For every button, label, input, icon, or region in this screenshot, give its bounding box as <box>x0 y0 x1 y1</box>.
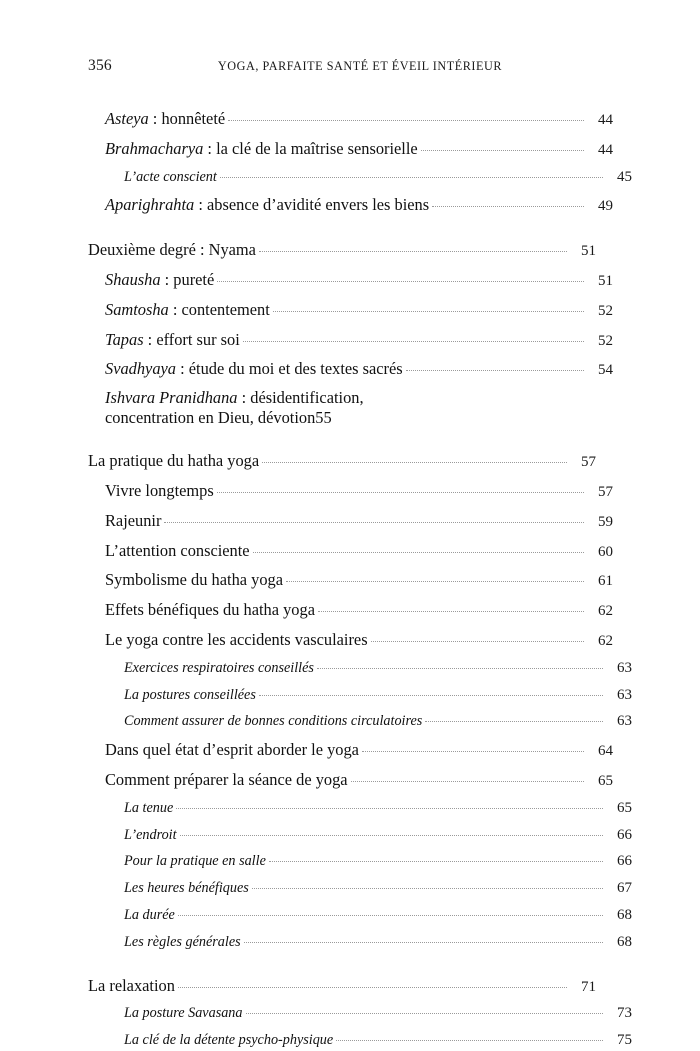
toc-entry-title: : effort sur soi <box>143 329 240 349</box>
dot-leader <box>262 461 567 463</box>
toc-entry-title-italic: Brahmacharya <box>105 138 204 158</box>
toc-entry-title: Effets bénéfiques du hatha yoga <box>105 600 315 620</box>
section-gap <box>88 953 596 975</box>
toc-entry-title: Symbolisme du hatha yoga <box>105 570 284 590</box>
toc-entry-label <box>124 168 217 187</box>
toc-entry-title: : désidentification, <box>237 388 364 408</box>
toc-entry[interactable] <box>124 826 632 846</box>
toc-entry-title-italic: Ishvara Pranidhana <box>105 388 238 408</box>
toc-entry-label <box>105 388 364 408</box>
toc-entry-title: Rajeunir <box>105 510 162 530</box>
toc-entry[interactable] <box>88 975 596 998</box>
toc-group <box>88 108 632 217</box>
toc-entry-label <box>105 480 214 502</box>
dot-leader <box>425 720 603 722</box>
toc-entry-label <box>105 108 225 130</box>
toc-entry-label <box>88 975 175 997</box>
toc-entry-label <box>105 299 270 321</box>
dot-leader <box>259 694 603 696</box>
dot-leader <box>252 887 603 889</box>
toc-entry-title: Vivre longtemps <box>105 480 214 500</box>
toc-group <box>88 450 632 952</box>
table-of-contents <box>88 108 632 1051</box>
toc-entry-title-italic: Aparighrahta <box>105 195 195 215</box>
toc-entry-title: Dans quel état d’esprit aborder le yoga <box>105 740 359 760</box>
toc-entry-page: 65 <box>617 799 632 816</box>
toc-entry-label <box>105 138 418 160</box>
toc-entry-label <box>105 358 403 380</box>
dot-leader <box>164 521 584 523</box>
dot-leader <box>362 750 584 752</box>
toc-entry-page: 65 <box>598 772 613 789</box>
toc-entry-page: 51 <box>581 243 596 260</box>
toc-entry-page: 51 <box>598 272 613 289</box>
dot-leader <box>269 860 603 862</box>
dot-leader <box>317 667 603 669</box>
toc-entry-title: Le yoga contre les accidents vasculaires <box>105 629 368 649</box>
toc-entry-title-italic: Asteya <box>105 109 149 128</box>
dot-leader <box>244 941 603 943</box>
dot-leader <box>259 250 567 252</box>
toc-entry-label <box>105 629 368 651</box>
toc-entry-label <box>105 569 283 591</box>
dot-leader <box>176 807 603 809</box>
toc-entry-label <box>105 194 429 216</box>
toc-entry-title-italic: La posture Savasana <box>124 1005 243 1022</box>
toc-entry-label <box>124 933 241 952</box>
toc-entry-label <box>124 826 177 845</box>
section-gap <box>88 428 596 450</box>
toc-entry[interactable] <box>124 799 632 819</box>
toc-entry-title-italic: Les règles générales <box>124 933 241 950</box>
toc-entry-label <box>88 239 256 261</box>
toc-entry-page: 52 <box>598 332 613 349</box>
toc-entry-page: 68 <box>617 933 632 950</box>
toc-entry-title-italic: Les heures bénéfiques <box>124 880 249 897</box>
toc-entry-page: 63 <box>617 686 632 703</box>
section-gap <box>88 217 596 239</box>
toc-entry[interactable] <box>105 388 613 428</box>
dot-leader <box>220 176 603 178</box>
dot-leader <box>246 1012 604 1014</box>
toc-entry[interactable] <box>105 269 613 292</box>
toc-entry-label <box>105 329 240 351</box>
toc-entry-label <box>124 852 266 871</box>
dot-leader <box>217 491 584 493</box>
toc-entry[interactable] <box>105 108 613 131</box>
toc-entry[interactable] <box>124 659 632 679</box>
toc-entry[interactable] <box>105 299 613 322</box>
toc-entry-title-italic: Samtosha <box>105 299 169 319</box>
dot-leader <box>217 280 584 282</box>
dot-leader <box>178 914 603 916</box>
toc-entry-label <box>124 906 175 925</box>
toc-entry-label <box>105 510 161 532</box>
dot-leader <box>371 640 584 642</box>
toc-entry-title-italic: Pour la pratique en salle <box>124 853 266 870</box>
toc-entry[interactable] <box>105 769 613 792</box>
toc-entry-label <box>105 599 315 621</box>
dot-leader <box>406 369 584 371</box>
toc-entry-label <box>124 712 422 731</box>
toc-entry-title-italic: Svadhyaya <box>105 359 176 379</box>
dot-leader <box>432 205 584 207</box>
toc-entry-title-italic: L’endroit <box>124 826 177 843</box>
toc-entry[interactable] <box>124 879 632 899</box>
toc-entry-label <box>105 540 250 562</box>
toc-entry-title-italic: L’acte conscient <box>124 168 217 185</box>
dot-leader <box>243 340 584 342</box>
toc-entry-title: La pratique du hatha yoga <box>88 451 260 471</box>
dot-leader <box>228 119 584 121</box>
toc-entry-label <box>105 269 214 291</box>
dot-leader <box>318 610 584 612</box>
toc-entry-page: 62 <box>598 603 613 620</box>
toc-entry[interactable] <box>124 906 632 926</box>
toc-entry[interactable] <box>105 599 613 622</box>
toc-entry-title: La relaxation <box>88 975 175 995</box>
toc-entry[interactable] <box>124 168 632 188</box>
toc-entry-title-italic: La clé de la détente psycho-physique <box>124 1032 334 1049</box>
toc-entry[interactable] <box>88 239 596 262</box>
toc-entry-label <box>105 739 359 761</box>
toc-entry-title-italic: La postures conseillées <box>124 686 256 703</box>
toc-entry-title: : contentement <box>168 299 270 319</box>
toc-entry-line <box>105 388 613 408</box>
toc-entry[interactable] <box>105 329 613 352</box>
toc-entry-title: : absence d’avidité envers les biens <box>194 195 430 215</box>
toc-entry-page: 62 <box>598 632 613 649</box>
toc-entry-page: 63 <box>617 659 632 676</box>
toc-entry[interactable] <box>105 629 613 652</box>
toc-entry-page: 63 <box>617 713 632 730</box>
toc-entry-page: 73 <box>617 1005 632 1022</box>
toc-entry-title-italic: Comment assurer de bonnes conditions circulatoires <box>124 713 423 730</box>
toc-entry-page: 44 <box>598 112 613 128</box>
toc-entry-page: 66 <box>617 826 632 843</box>
toc-entry[interactable] <box>105 194 613 217</box>
toc-entry-page: 75 <box>617 1032 632 1049</box>
toc-entry[interactable] <box>88 450 596 473</box>
toc-entry-label <box>124 1031 333 1050</box>
toc-entry-label <box>105 408 315 428</box>
toc-entry-label <box>88 450 259 472</box>
toc-entry-label <box>124 1004 243 1023</box>
toc-entry-title-italic: Exercices respiratoires conseillés <box>124 659 314 676</box>
toc-group <box>88 239 613 428</box>
toc-entry-page: 59 <box>598 513 613 530</box>
toc-entry-page: 71 <box>581 978 596 995</box>
toc-entry-title-italic: Tapas <box>105 329 144 349</box>
dot-leader <box>336 1039 603 1041</box>
toc-entry-page: 45 <box>617 168 632 185</box>
toc-entry[interactable] <box>105 569 613 592</box>
toc-entry[interactable] <box>105 138 613 161</box>
toc-entry[interactable] <box>124 933 632 953</box>
toc-entry-page: 68 <box>617 906 632 923</box>
toc-entry-title: : la clé de la maîtrise sensorielle <box>203 138 418 158</box>
toc-entry-title-italic: La durée <box>124 906 175 923</box>
toc-entry-title-italic: Shausha <box>105 269 161 289</box>
page-header <box>88 57 612 77</box>
toc-entry-page: 60 <box>598 543 613 560</box>
toc-entry[interactable] <box>124 1031 632 1051</box>
page-number: 356 <box>88 57 112 74</box>
toc-entry-page: 55 <box>315 408 332 428</box>
toc-entry-page: 66 <box>617 853 632 870</box>
toc-entry-line <box>105 408 613 428</box>
toc-entry-label <box>124 879 249 898</box>
dot-leader <box>180 834 603 836</box>
toc-entry-page: 54 <box>598 362 613 379</box>
toc-entry-title: Deuxième degré : Nyama <box>88 240 256 260</box>
toc-entry[interactable] <box>124 686 632 706</box>
dot-leader <box>253 551 584 553</box>
toc-entry[interactable] <box>105 540 613 563</box>
toc-group <box>88 975 632 1051</box>
toc-entry[interactable] <box>105 358 613 381</box>
toc-entry-title: : pureté <box>160 269 215 289</box>
toc-entry-label <box>124 659 314 678</box>
toc-entry-title: : étude du moi et des textes sacrés <box>176 359 403 379</box>
dot-leader <box>351 780 584 782</box>
toc-entry-label <box>105 769 348 791</box>
toc-entry-label <box>124 799 173 818</box>
dot-leader <box>286 580 584 582</box>
toc-entry-title: : honnêteté <box>148 109 226 128</box>
dot-leader <box>273 310 584 312</box>
toc-entry-page: 57 <box>598 483 613 500</box>
toc-entry-title: concentration en Dieu, dévotion <box>105 408 316 428</box>
toc-entry[interactable] <box>124 1004 632 1024</box>
toc-entry[interactable] <box>105 480 613 503</box>
toc-entry[interactable] <box>105 510 613 533</box>
running-title: YOGA, PARFAITE SANTÉ ET ÉVEIL INTÉRIEUR <box>217 59 503 73</box>
toc-entry-page: 61 <box>598 573 613 590</box>
toc-entry-page: 49 <box>598 198 613 215</box>
toc-entry-title: L’attention consciente <box>105 540 250 560</box>
toc-entry[interactable] <box>105 739 613 762</box>
dot-leader <box>178 986 567 988</box>
toc-entry-title: Comment préparer la séance de yoga <box>105 769 348 789</box>
toc-entry-page: 67 <box>617 880 632 897</box>
toc-entry-page: 52 <box>598 302 613 319</box>
toc-entry-label <box>124 686 256 705</box>
toc-entry[interactable] <box>124 852 632 872</box>
toc-entry-page: 44 <box>598 141 613 158</box>
toc-entry[interactable] <box>124 712 632 732</box>
toc-entry-page: 57 <box>581 454 596 471</box>
toc-entry-page: 64 <box>598 743 613 760</box>
dot-leader <box>421 149 584 151</box>
toc-entry-title-italic: La tenue <box>124 799 174 816</box>
